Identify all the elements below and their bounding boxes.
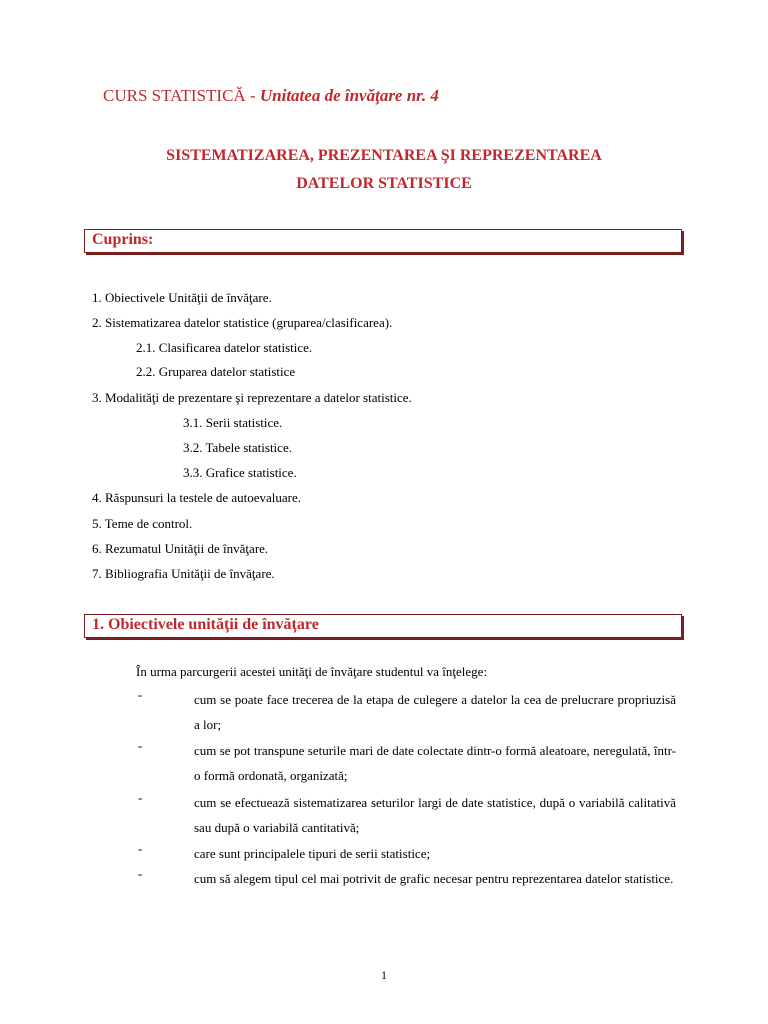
toc-item-2: 2. Sistematizarea datelor statistice (gruparea/clasificarea). [92,315,393,330]
page-title-line-1: SISTEMATIZAREA, PREZENTAREA ŞI REPREZENTAREA [166,147,602,164]
header-separator: - [245,86,260,105]
bullet-dash: - [138,841,143,856]
toc-item-3-3: 3.3. Grafice statistice. [183,465,297,480]
objective-text-2: cum se pot transpune seturile mari de date colectate dintr-o formă aleatoare, neregulată, într-o formă ordonată, organizată; [194,743,676,783]
page-title-line-2: DATELOR STATISTICE [296,175,472,192]
toc-item-2-2: 2.2. Gruparea datelor statistice [136,364,296,379]
bullet-dash: - [138,790,143,805]
toc-item-1: 1. Obiectivele Unităţii de învăţare. [92,290,272,305]
toc-item-4: 4. Răspunsuri la testele de autoevaluare. [92,490,302,505]
toc-item-2-1: 2.1. Clasificarea datelor statistice. [136,340,313,355]
toc-item-5: 5. Teme de control. [92,516,193,531]
objectives-heading: 1. Obiectivele unităţii de învăţare [92,616,319,633]
course-name: CURS STATISTICĂ [103,86,246,105]
objective-text-3: cum se efectuează sistematizarea seturilor largi de date statistice, după o variabilă calitativă sau după o variabilă cantitativă; [194,795,676,835]
objective-text-4: care sunt principalele tipuri de serii statistice; [194,846,431,861]
bullet-dash: - [138,738,143,753]
toc-item-6: 6. Rezumatul Unităţii de învăţare. [92,541,269,556]
bullet-dash: - [138,687,143,702]
bullet-dash: - [138,866,143,881]
objective-text-5: cum să alegem tipul cel mai potrivit de grafic necesar pentru reprezentarea datelor statistice. [194,871,674,886]
objectives-intro: În urma parcurgerii acestei unităţi de învăţare studentul va înţelege: [136,664,487,679]
toc-item-3: 3. Modalităţi de prezentare şi reprezentare a datelor statistice. [92,390,412,405]
course-header [103,86,439,106]
unit-subtitle: Unitatea de învăţare nr. 4 [259,86,439,105]
toc-item-7: 7. Bibliografia Unităţii de învăţare. [92,566,275,581]
toc-item-3-2: 3.2. Tabele statistice. [183,440,292,455]
page-number: 1 [381,968,387,982]
toc-item-3-1: 3.1. Serii statistice. [183,415,283,430]
contents-heading: Cuprins: [92,231,154,248]
contents-heading-box [84,229,682,253]
objectives-heading-box [84,614,682,638]
objective-text-1: cum se poate face trecerea de la etapa de culegere a datelor la cea de prelucrare propriuzisă a lor; [194,692,676,732]
